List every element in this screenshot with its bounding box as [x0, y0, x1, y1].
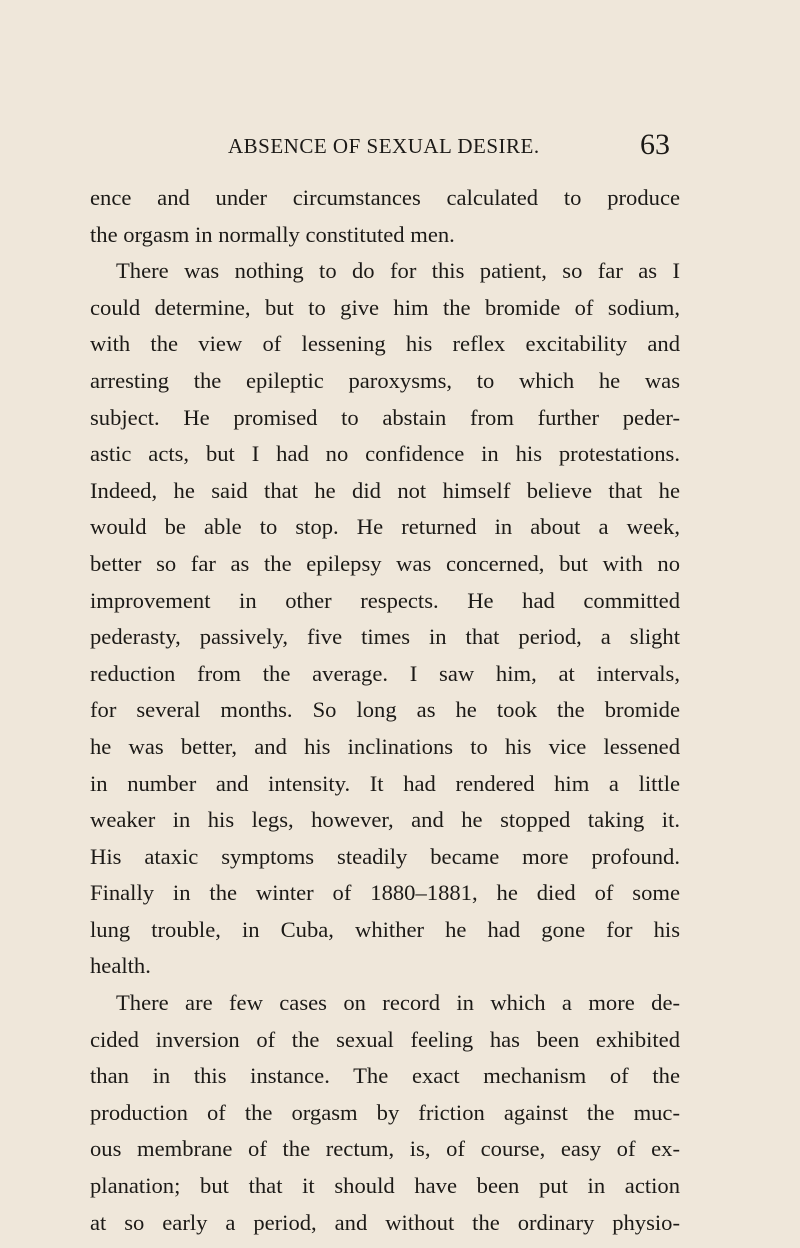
text-line: better so far as the epilepsy was concerned, but with no [90, 550, 680, 576]
text-line: subject. He promised to abstain from further peder- [90, 404, 680, 430]
text-line: health. [90, 953, 151, 979]
text-line: lung trouble, in Cuba, whither he had gone for his [90, 916, 680, 942]
text-line: weaker in his legs, however, and he stopped taking it. [90, 807, 680, 833]
page-header [0, 128, 800, 164]
text-line: pederasty, passively, five times in that period, a slight [90, 624, 680, 650]
text-line: There are few cases on record in which a more de- [116, 990, 680, 1016]
text-line: arresting the epileptic paroxysms, to which he was [90, 367, 680, 393]
text-line: reduction from the average. I saw him, at intervals, [90, 660, 680, 686]
text-line: in number and intensity. It had rendered him a little [90, 770, 680, 796]
text-line: improvement in other respects. He had committed [90, 587, 680, 613]
body-text [90, 180, 680, 1241]
text-line: Indeed, he said that he did not himself believe that he [90, 477, 680, 503]
text-line: cided inversion of the sexual feeling has been exhibited [90, 1026, 680, 1052]
text-line: at so early a period, and without the ordinary physio- [90, 1209, 680, 1235]
text-line: There was nothing to do for this patient, so far as I [116, 258, 680, 284]
text-line: planation; but that it should have been put in action [90, 1173, 680, 1199]
text-line: he was better, and his inclinations to his vice lessened [90, 733, 680, 759]
page-number: 63 [640, 128, 670, 161]
text-line: than in this instance. The exact mechanism of the [90, 1063, 680, 1089]
text-line: Finally in the winter of 1880–1881, he died of some [90, 880, 680, 906]
text-line: ous membrane of the rectum, is, of course, easy of ex- [90, 1136, 680, 1162]
text-line: astic acts, but I had no confidence in his protestations. [90, 441, 680, 467]
text-line: could determine, but to give him the bromide of sodium, [90, 294, 680, 320]
text-line: would be able to stop. He returned in about a week, [90, 514, 680, 540]
text-line: production of the orgasm by friction against the muc- [90, 1099, 680, 1125]
text-line: for several months. So long as he took the bromide [90, 697, 680, 723]
text-line: His ataxic symptoms steadily became more profound. [90, 843, 680, 869]
text-line: with the view of lessening his reflex excitability and [90, 331, 680, 357]
text-line: the orgasm in normally constituted men. [90, 221, 455, 247]
running-head: ABSENCE OF SEXUAL DESIRE. [228, 134, 540, 158]
text-line: ence and under circumstances calculated to produce [90, 185, 680, 210]
